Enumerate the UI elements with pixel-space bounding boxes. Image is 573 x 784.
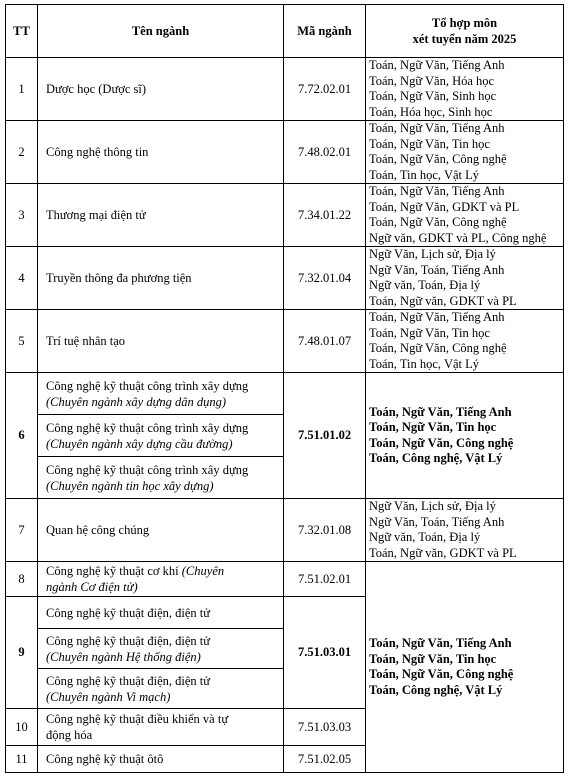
specialization: (Chuyên ngành xây dựng cầu đường) [46,436,233,451]
combo-item: Ngữ văn, GDKT và PL, Công nghệ [369,230,547,245]
major-name [38,373,284,415]
subject-combos [366,310,564,373]
row-number: 4 [6,247,38,310]
specialization: (Chuyên ngành Vi mạch) [46,689,171,704]
major-name [38,709,284,746]
combo-item: Toán, Ngữ Văn, Công nghệ [369,667,514,681]
header-tt: TT [6,5,38,58]
specialization: (Chuyên ngành Hệ thống điện) [46,649,201,664]
combo-item: Ngữ Văn, Lịch sử, Địa lý [369,247,496,261]
major-name-text: Công nghệ kỹ thuật công trình xây dựng [46,462,249,477]
specialization: (Chuyên ngành xây dựng dân dụng) [46,394,227,409]
row-number: 10 [6,709,38,746]
combo-item: Toán, Ngữ văn, GDKT và PL [369,545,517,560]
subject-combos [366,562,564,773]
row-number: 1 [6,58,38,121]
table-row [6,247,564,310]
major-code: 7.51.03.01 [284,597,366,709]
major-name: Dược học (Dược sĩ) [38,58,284,121]
major-name-text: Công nghệ kỹ thuật công trình xây dựng [46,378,249,393]
combo-item: Toán, Ngữ Văn, Công nghệ [369,341,507,355]
major-name [38,629,284,669]
row-number: 7 [6,499,38,562]
subject-combos [366,247,564,310]
major-code: 7.34.01.22 [284,184,366,247]
combo-item: Toán, Ngữ Văn, Tin học [369,651,497,666]
major-name: Thương mại điện tử [38,184,284,247]
table-row [6,373,564,415]
combo-item: Toán, Ngữ Văn, Công nghệ [369,215,507,229]
combo-item: Toán, Ngữ Văn, Tin học [369,325,490,340]
major-name: Công nghệ kỹ thuật ôtô [38,746,284,773]
major-name: Truyền thông đa phương tiện [38,247,284,310]
row-number: 5 [6,310,38,373]
combo-item: Toán, Ngữ Văn, Tin học [369,136,490,151]
major-code: 7.51.02.01 [284,562,366,597]
header-major-code: Mã ngành [284,5,366,58]
subject-combos [366,373,564,499]
table-row [6,184,564,247]
combo-item: Toán, Ngữ Văn, Tiếng Anh [369,404,512,419]
subject-combos [366,58,564,121]
combo-item: Toán, Tin học, Vật Lý [369,356,480,371]
specialization: (Chuyên [181,564,225,578]
header-subject-combos: Tổ hợp môn xét tuyển năm 2025 [366,5,564,58]
subject-combos [366,499,564,562]
major-code: 7.51.02.05 [284,746,366,773]
combo-item: Toán, Ngữ Văn, Tiếng Anh [369,310,505,324]
combo-item: Toán, Ngữ văn, GDKT và PL [369,293,517,308]
combo-item: Ngữ văn, Toán, Địa lý [369,278,481,292]
header-row [6,5,564,58]
combo-item: Ngữ Văn, Toán, Tiếng Anh [369,514,505,529]
row-number: 2 [6,121,38,184]
major-name [38,457,284,499]
row-number: 11 [6,746,38,773]
row-number: 8 [6,562,38,597]
major-name-text: Công nghệ kỹ thuật điều khiển và tự [46,712,229,726]
major-code: 7.51.03.03 [284,709,366,746]
major-name [38,415,284,457]
major-code: 7.32.01.04 [284,247,366,310]
combo-item: Toán, Công nghệ, Vật Lý [369,451,503,465]
combo-item: Toán, Ngữ Văn, Tin học [369,420,497,434]
combo-item: Toán, Ngữ Văn, Sinh học [369,89,497,103]
major-name-text: Công nghệ kỹ thuật điện, điện tử [46,605,211,620]
combo-item: Toán, Ngữ Văn, Tiếng Anh [369,184,505,198]
major-code: 7.72.02.01 [284,58,366,121]
major-name [38,669,284,709]
combo-item: Ngữ Văn, Lịch sử, Địa lý [369,499,496,513]
admissions-table [5,4,564,773]
major-name [38,562,284,597]
combo-item: Toán, Ngữ Văn, Tiếng Anh [369,121,505,135]
combo-item: Toán, Ngữ Văn, Hóa học [369,73,495,88]
major-name-text: Công nghệ kỹ thuật cơ khí [46,564,179,578]
major-code: 7.51.01.02 [284,373,366,499]
major-code: 7.32.01.08 [284,499,366,562]
combo-item: Ngữ văn, Toán, Địa lý [369,530,481,544]
major-name: Quan hệ công chúng [38,499,284,562]
major-name: Trí tuệ nhân tạo [38,310,284,373]
combo-item: Toán, Ngữ Văn, Tiếng Anh [369,636,512,650]
table-row [6,310,564,373]
header-major-name: Tên ngành [38,5,284,58]
row-number: 3 [6,184,38,247]
specialization: ngành Cơ điện tử) [46,580,138,594]
major-code: 7.48.01.07 [284,310,366,373]
combo-item: Toán, Ngữ Văn, Công nghệ [369,152,507,166]
table-row [6,121,564,184]
table-row [6,562,564,597]
major-code: 7.48.02.01 [284,121,366,184]
specialization: (Chuyên ngành tin học xây dựng) [46,478,214,493]
combo-item: Ngữ Văn, Toán, Tiếng Anh [369,262,505,277]
subject-combos [366,121,564,184]
table-row [6,58,564,121]
row-number: 6 [6,373,38,499]
subject-combos [366,184,564,247]
major-name-text: Công nghệ kỹ thuật điện, điện tử [46,633,211,648]
major-name-text: động hóa [46,728,93,742]
major-name: Công nghệ thông tin [38,121,284,184]
major-name [38,597,284,629]
major-name-text: Công nghệ kỹ thuật công trình xây dựng [46,420,249,435]
major-name-text: Công nghệ kỹ thuật điện, điện tử [46,673,211,688]
combo-item: Toán, Ngữ Văn, GDKT và PL [369,199,520,214]
table-row [6,499,564,562]
combo-item: Toán, Ngữ Văn, Tiếng Anh [369,58,505,72]
combo-item: Toán, Công nghệ, Vật Lý [369,682,503,697]
combo-item: Toán, Hóa học, Sinh học [369,104,493,119]
row-number: 9 [6,597,38,709]
combo-item: Toán, Ngữ Văn, Công nghệ [369,435,514,450]
combo-item: Toán, Tin học, Vật Lý [369,167,480,182]
